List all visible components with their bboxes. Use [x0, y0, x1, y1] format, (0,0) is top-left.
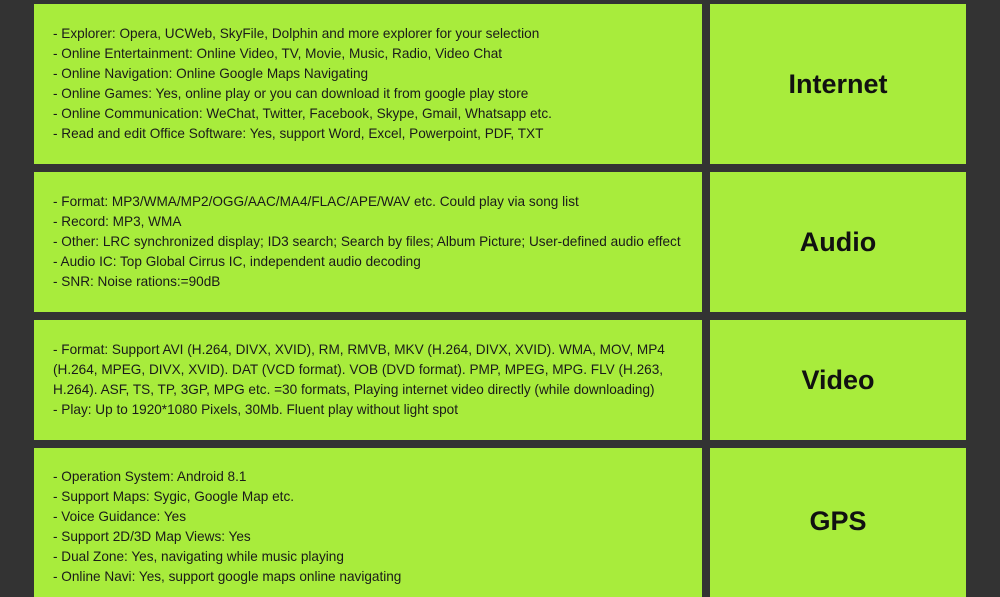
feature-line: - Record: MP3, WMA [53, 214, 182, 229]
feature-line: - Read and edit Office Software: Yes, support Word, Excel, Powerpoint, PDF, TXT [53, 126, 544, 141]
feature-line: - Online Navi: Yes, support google maps online navigating [53, 569, 402, 584]
section-internet [0, 4, 1000, 164]
feature-line: - Play: Up to 1920*1080 Pixels, 30Mb. Fluent play without light spot [53, 402, 459, 417]
section-description [34, 4, 702, 164]
feature-line: - Format: Support AVI (H.264, DIVX, XVID), RM, RMVB, MKV (H.264, DIVX, XVID). WMA, MOV, MP4 (H.264, MPEG, DIVX, XVID). DAT (VCD format). VOB (DVD format). PMP, MPEG, MPG. FLV (H.263, H.264). ASF, TS, TP, 3GP, MPG etc. =30 formats, Playing internet video directly (while downloading) [53, 342, 665, 397]
section-description [34, 448, 702, 597]
section-gps [0, 448, 1000, 597]
section-video [0, 320, 1000, 440]
feature-line: - Explorer: Opera, UCWeb, SkyFile, Dolphin and more explorer for your selection [53, 26, 540, 41]
feature-line: - Support 2D/3D Map Views: Yes [53, 529, 251, 544]
feature-line: - Format: MP3/WMA/MP2/OGG/AAC/MA4/FLAC/APE/WAV etc. Could play via song list [53, 194, 579, 209]
section-description [34, 172, 702, 312]
section-title: Internet [710, 4, 966, 164]
section-description [34, 320, 702, 440]
feature-line: - Online Communication: WeChat, Twitter, Facebook, Skype, Gmail, Whatsapp etc. [53, 106, 552, 121]
feature-line: - Support Maps: Sygic, Google Map etc. [53, 489, 295, 504]
feature-line: - SNR: Noise rations:=90dB [53, 274, 221, 289]
feature-line: - Online Games: Yes, online play or you can download it from google play store [53, 86, 529, 101]
section-title: Video [710, 320, 966, 440]
feature-line: - Online Entertainment: Online Video, TV, Movie, Music, Radio, Video Chat [53, 46, 503, 61]
section-title: GPS [710, 448, 966, 597]
feature-line: - Dual Zone: Yes, navigating while music playing [53, 549, 344, 564]
feature-line: - Other: LRC synchronized display; ID3 search; Search by files; Album Picture; User-defined audio effect [53, 234, 681, 249]
feature-line: - Voice Guidance: Yes [53, 509, 187, 524]
section-title: Audio [710, 172, 966, 312]
feature-line: - Audio IC: Top Global Cirrus IC, independent audio decoding [53, 254, 421, 269]
feature-line: - Online Navigation: Online Google Maps Navigating [53, 66, 369, 81]
section-audio [0, 172, 1000, 312]
feature-line: - Operation System: Android 8.1 [53, 469, 247, 484]
